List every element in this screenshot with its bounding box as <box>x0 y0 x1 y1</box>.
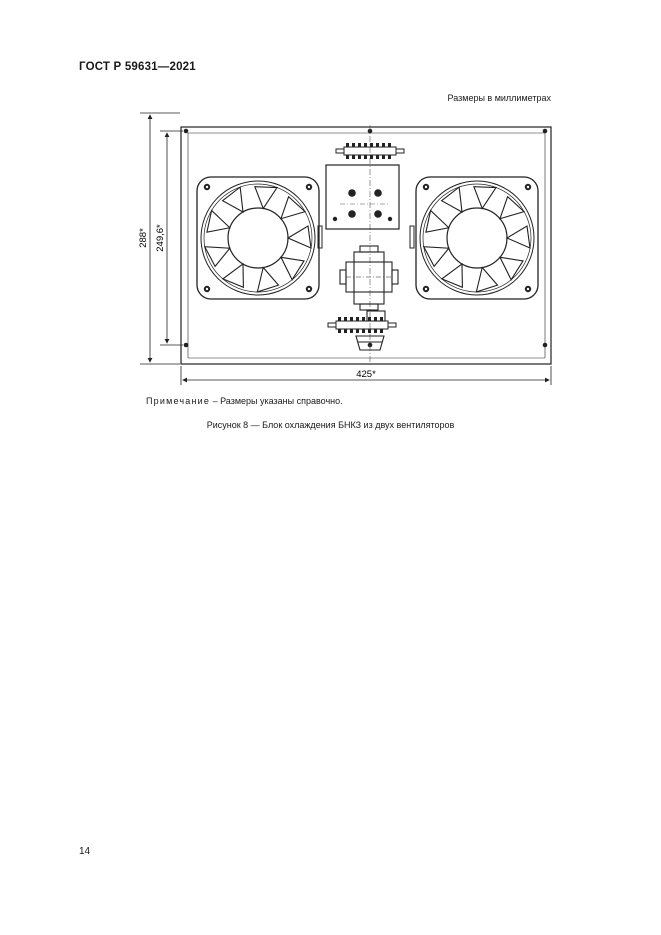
note-text: – Размеры указаны справочно. <box>210 396 343 406</box>
dim-overall-height: 288* <box>138 228 149 248</box>
units-note: Размеры в миллиметрах <box>447 93 551 103</box>
transformer <box>340 246 398 310</box>
figure-note <box>146 396 343 406</box>
dim-width: 425* <box>356 369 376 380</box>
right-fan <box>416 177 538 299</box>
figure-caption: Рисунок 8 — Блок охлаждения БНКЗ из двух вентиляторов <box>206 420 455 430</box>
left-fan <box>197 177 319 299</box>
page-number: 14 <box>79 846 91 857</box>
note-label: Примечание <box>146 396 211 406</box>
control-plate <box>326 165 399 229</box>
cooling-unit-drawing <box>0 0 661 400</box>
document-header: ГОСТ Р 59631—2021 <box>79 61 196 73</box>
dim-inner-height: 249,6* <box>155 224 166 252</box>
lower-terminal-block <box>328 317 396 333</box>
